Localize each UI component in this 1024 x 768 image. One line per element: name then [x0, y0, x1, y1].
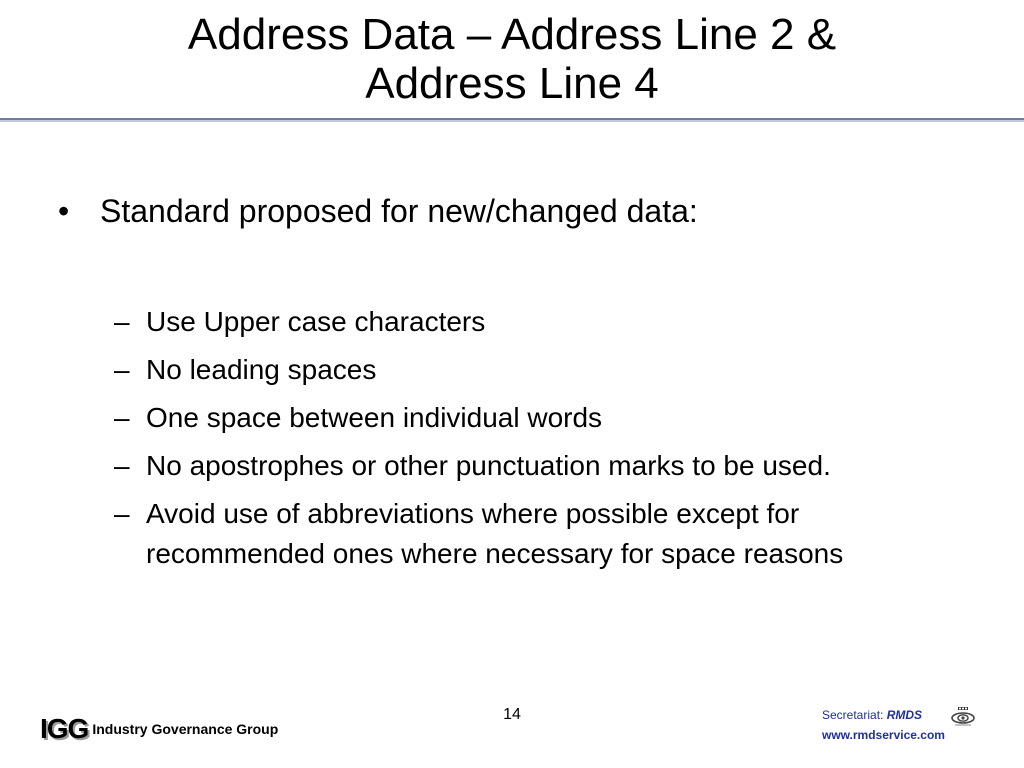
- slide-title: [0, 10, 1024, 108]
- sub-bullet-text: No apostrophes or other punctuation marks to be used.: [146, 450, 831, 481]
- secretariat-line: [822, 707, 922, 723]
- main-bullet: [58, 190, 978, 232]
- dash-marker: –: [114, 306, 130, 337]
- sub-bullet-item: [114, 494, 974, 574]
- sub-bullet-list: [114, 302, 974, 582]
- sub-bullet-text: Avoid use of abbreviations where possible except for recommended ones where necessary for space reasons: [146, 498, 844, 569]
- slide-title-line-1: Address Data – Address Line 2 &: [187, 10, 837, 59]
- sub-bullet-text: One space between individual words: [146, 402, 603, 433]
- sub-bullet-text: Use Upper case characters: [146, 306, 486, 337]
- website-link[interactable]: www.rmdservice.com: [822, 728, 945, 742]
- sub-bullet-item: [114, 398, 974, 438]
- slide-title-line-2: Address Line 4: [365, 59, 659, 108]
- footer-right: [822, 707, 982, 747]
- dash-marker: –: [114, 498, 130, 529]
- sub-bullet-item: [114, 350, 974, 390]
- dash-marker: –: [114, 402, 130, 433]
- footer-left: [40, 712, 278, 746]
- dash-marker: –: [114, 354, 130, 385]
- sub-bullet-item: [114, 302, 974, 342]
- bullet-marker: •: [58, 193, 70, 229]
- org-name: Industry Governance Group: [92, 721, 279, 737]
- sub-bullet-text: No leading spaces: [146, 354, 377, 385]
- title-divider: [0, 118, 1024, 123]
- secretariat-label: Secretariat:: [822, 708, 884, 722]
- sub-bullet-item: [114, 446, 974, 486]
- rmds-logo-icon: [950, 707, 976, 727]
- page-number: 14: [503, 706, 521, 723]
- main-bullet-text: Standard proposed for new/changed data:: [100, 193, 698, 229]
- title-divider-light: [0, 120, 1024, 122]
- dash-marker: –: [114, 450, 130, 481]
- igg-logo: IGG: [40, 713, 89, 744]
- secretariat-org: RMDS: [886, 708, 923, 722]
